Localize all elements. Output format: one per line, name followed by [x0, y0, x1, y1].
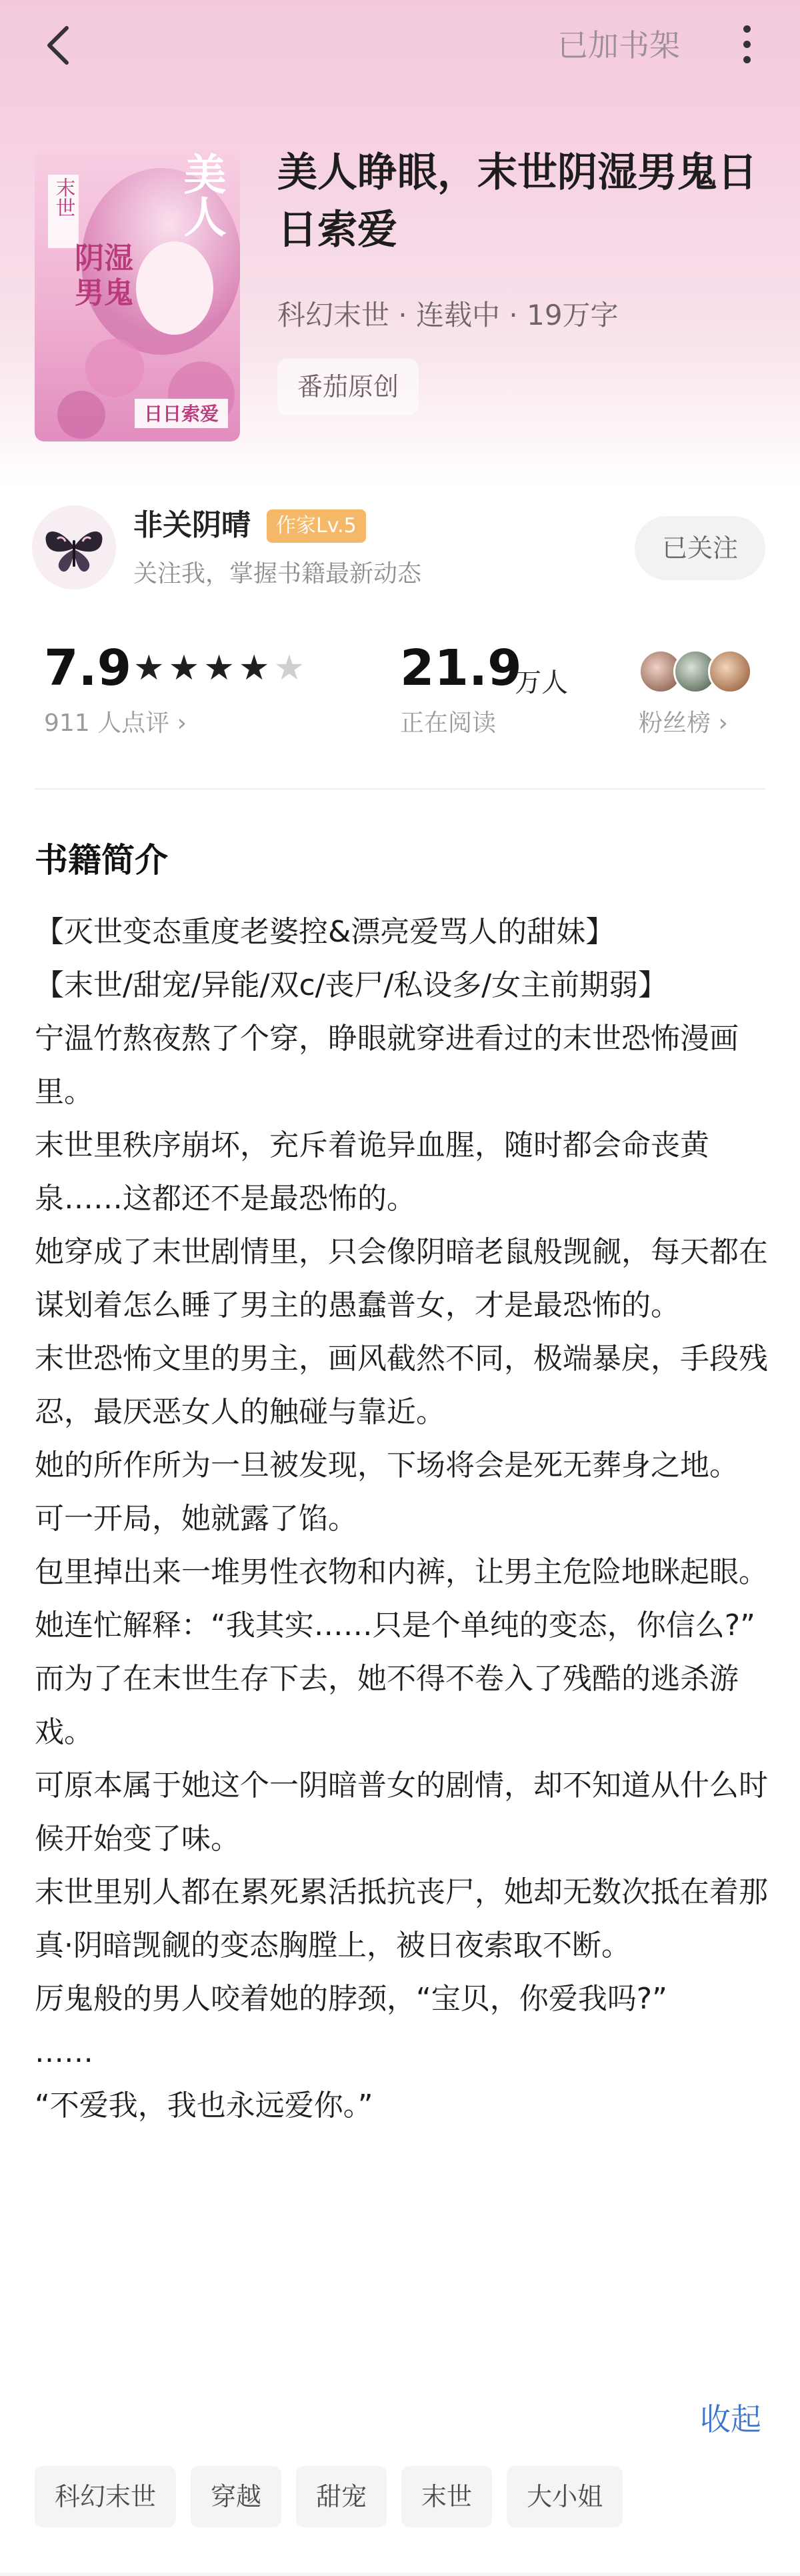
intro-paragraph: …… [35, 2035, 93, 2069]
follow-button[interactable]: 已关注 [635, 516, 765, 580]
star-icon: ★ [238, 648, 270, 688]
tag-button[interactable]: 穿越 [191, 2466, 281, 2527]
section-divider [35, 788, 765, 790]
rating-count-link[interactable]: 911 人点评 › [44, 710, 187, 737]
intro-paragraph: 【末世/甜宠/异能/双c/丧尸/私设多/女主前期弱】 [35, 968, 668, 1002]
author-level-badge: 作家Lv.5 [267, 509, 366, 543]
star-icon: ★ [203, 648, 235, 688]
book-title: 美人睁眼，末世阴湿男鬼日日索爱 [277, 149, 757, 253]
more-options-button[interactable] [727, 16, 767, 72]
intro-paragraph: 她的所作所为一旦被发现，下场将会是死无葬身之地。 [35, 1448, 739, 1482]
tag-button[interactable]: 大小姐 [507, 2466, 623, 2527]
readers-unit: 万人 [515, 668, 568, 698]
readers-count: 21.9 [400, 639, 522, 697]
tag-button[interactable]: 科幻末世 [35, 2466, 176, 2527]
intro-paragraph: 【灭世变态重度老婆控&漂亮爱骂人的甜妹】 [35, 915, 615, 949]
intro-paragraph: 末世里别人都在累死累活抵抗丧尸，她却无数次抵在着那真·阴暗觊觎的变态胸膛上，被日夜索取不断。 [35, 1875, 768, 1963]
collapse-intro-button[interactable]: 收起 [700, 2401, 761, 2437]
fan-ranking-link[interactable]: 粉丝榜 › [639, 710, 728, 737]
author-avatar[interactable] [32, 505, 116, 589]
author-follow-hint: 关注我，掌握书籍最新动态 [133, 560, 422, 587]
top-navigation-bar [0, 0, 800, 87]
fan-avatar [708, 650, 752, 694]
readers-label: 正在阅读 [400, 710, 497, 737]
rating-stars [133, 650, 305, 687]
book-stats [0, 627, 800, 747]
cover-title-mid2: 男鬼 [75, 276, 133, 310]
intro-section-title: 书籍简介 [35, 841, 168, 880]
intro-paragraph: 可原本属于她这个一阴暗普女的剧情，却不知道从什么时候开始变了味。 [35, 1768, 768, 1856]
intro-paragraph: 包里掉出来一堆男性衣物和内裤，让男主危险地眯起眼。 [35, 1555, 768, 1589]
more-dot [743, 41, 751, 48]
intro-paragraph: 她穿成了末世剧情里，只会像阴暗老鼠般觊觎，每天都在谋划着怎么睡了男主的愚蠢普女，才是最恐怖的。 [35, 1235, 768, 1322]
more-dot [743, 56, 751, 63]
cover-title-main: 美人 [176, 152, 227, 237]
intro-paragraph: 末世里秩序崩坏，充斥着诡异血腥，随时都会命丧黄泉……这都还不是最恐怖的。 [35, 1128, 709, 1216]
intro-body [35, 906, 768, 2133]
bottom-divider [0, 2573, 800, 2576]
intro-paragraph: 可一开局，她就露了馅。 [35, 1502, 357, 1536]
author-section [0, 499, 800, 599]
more-dot [743, 25, 751, 33]
star-icon: ★ [133, 648, 165, 688]
intro-paragraph: 末世恐怖文里的男主，画风截然不同，极端暴戾，手段残忍，最厌恶女人的触碰与靠近。 [35, 1342, 768, 1429]
intro-paragraph: 她连忙解释：“我其实……只是个单纯的变态，你信么?” [35, 1608, 755, 1642]
author-name[interactable]: 非关阴晴 [133, 508, 251, 542]
cover-title-left: 末世 [51, 177, 75, 217]
book-tags [35, 2466, 623, 2527]
book-cover-art [35, 148, 240, 441]
star-icon: ★ [168, 648, 200, 688]
cover-subtitle: 日日索爱 [143, 403, 219, 425]
book-meta-info: 科幻末世 · 连载中 · 19万字 [277, 299, 619, 331]
fan-avatars[interactable] [639, 650, 759, 696]
rating-score: 7.9 [44, 639, 132, 697]
intro-paragraph: “不爱我，我也永远爱你。” [35, 2089, 373, 2123]
added-to-shelf-button[interactable]: 已加书架 [557, 27, 680, 63]
butterfly-icon [32, 505, 116, 589]
cover-title-mid: 阴湿 [75, 241, 133, 275]
star-empty-icon: ★ [273, 648, 305, 688]
intro-paragraph: 厉鬼般的男人咬着她的脖颈，“宝贝，你爱我吗?” [35, 1982, 667, 2016]
back-arrow-icon [44, 24, 73, 67]
intro-paragraph: 宁温竹熬夜熬了个穿，睁眼就穿进看过的末世恐怖漫画里。 [35, 1022, 739, 1109]
back-button[interactable] [32, 19, 85, 72]
intro-paragraph: 而为了在末世生存下去，她不得不卷入了残酷的逃杀游戏。 [35, 1662, 739, 1749]
origin-tag[interactable]: 番茄原创 [277, 359, 419, 415]
tag-button[interactable]: 末世 [401, 2466, 492, 2527]
book-cover-image[interactable] [35, 148, 240, 441]
tag-button[interactable]: 甜宠 [296, 2466, 387, 2527]
